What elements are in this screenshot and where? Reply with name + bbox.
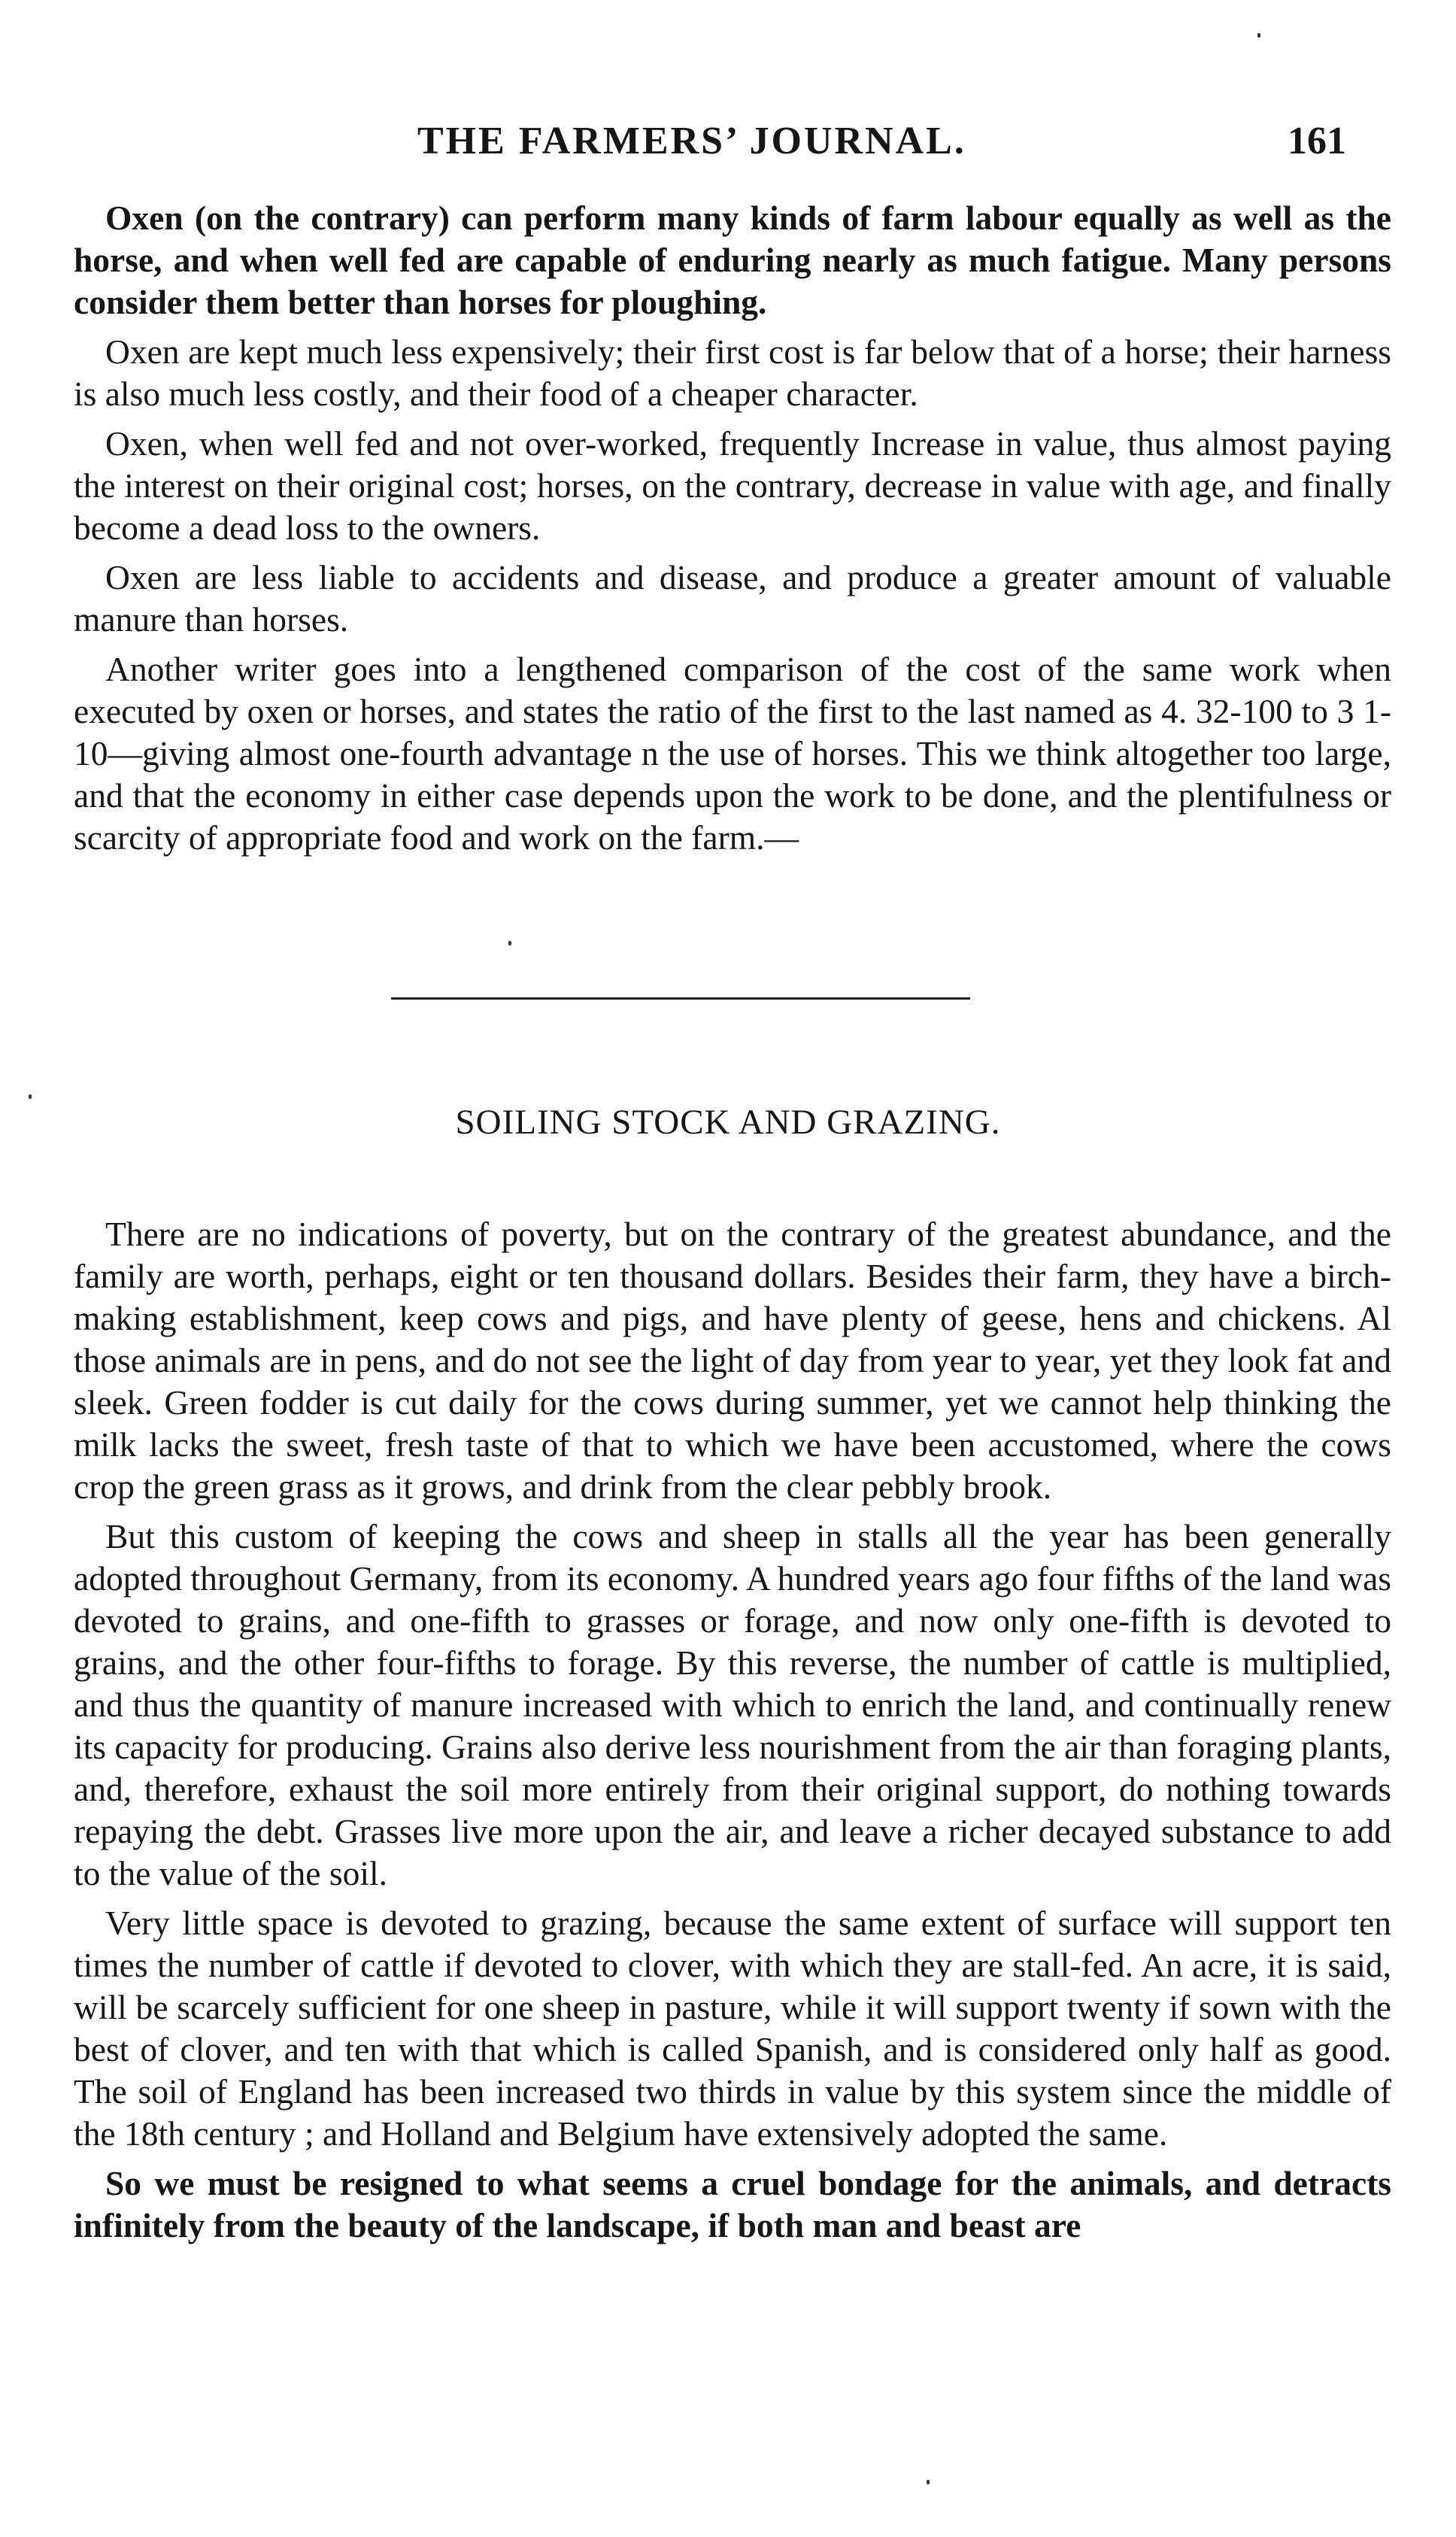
paragraph: Oxen are less liable to accidents and disease, and produce a greater amount of valuable manure than horses. (74, 558, 1391, 639)
oxen-vs-horses-article (74, 197, 1391, 866)
paragraph: Oxen (on the contrary) can perform many kinds of farm labour equally as well as the horse, and when well fed are capable of enduring nearly as much fatigue. Many persons consider them better than horses for ploughing. (74, 199, 1391, 321)
paragraph: Very little space is devoted to grazing, because the same extent of surface will support ten times the number of cattle if devoted to clover, with which they are stall-fed. An acre, it is said, will be scarcely sufficient for one sheep in pasture, while it will support twenty if sown with the best of clover, and ten with that which is called Spanish, and is considered only half as good. The soil of England has been increased two thirds in value by this system since the middle of the 18th century ; and Holland and Belgium have extensively adopted the same. (74, 1904, 1391, 2153)
paragraph: But this custom of keeping the cows and sheep in stalls all the year has been generally adopted throughout Germany, from its economy. A hundred years ago four fifths of the land was devoted to grains, and one-fifth to grasses or forage, and now only one-fifth is devoted to grains, and the other four-fifths to forage. By this reverse, the number of cattle is multiplied, and thus the quantity of manure increased with which to enrich the land, and continually renew its capacity for producing. Grains also derive less nourishment from the air than foraging plants, and, therefore, exhaust the soil more entirely from their original support, do nothing towards repaying the debt. Grasses live more upon the air, and leave a richer decayed substance to add to the value of the soil. (74, 1517, 1391, 1892)
paragraph: Oxen, when well fed and not over-worked, frequently Increase in value, thus almost paying the interest on their original cost; horses, on the contrary, decrease in value with age, and finally become a dead loss to the owners. (74, 424, 1391, 547)
print-speck (1257, 33, 1260, 38)
section-title: SOILING STOCK AND GRAZING. (455, 1103, 1001, 1142)
running-head (0, 119, 1456, 179)
paragraph: So we must be resigned to what seems a cruel bondage for the animals, and detracts infinitely from the beauty of the landscape, if both man and beast are (74, 2164, 1391, 2244)
paragraph: There are no indications of poverty, but on the contrary of the greatest abundance, and the family are worth, perhaps, eight or ten thousand dollars. Besides their farm, they have a birch-making establishment, keep cows and pigs, and have plenty of geese, hens and chickens. Al those animals are in pens, and do not see the light of day from year to year, yet they look fat and sleek. Green fodder is cut daily for the cows during summer, yet we cannot help thinking the milk lacks the sweet, fresh taste of that to which we have been accustomed, where the cows crop the green grass as it grows, and drink from the clear pebbly brook. (74, 1215, 1391, 1506)
journal-title: THE FARMERS’ JOURNAL. (417, 120, 966, 162)
print-speck (927, 2480, 930, 2484)
soiling-stock-article (74, 1213, 1391, 2254)
print-speck (508, 941, 511, 945)
section-divider-rule (391, 997, 970, 1000)
paragraph: Another writer goes into a lengthened comparison of the cost of the same work when executed by oxen or horses, and states the ratio of the first to the last named as 4. 32-100 to 3 1-10—giving almost one-fourth advantage n the use of horses. This we think altogether too large, and that the economy in either case depends upon the work to be done, and the plentifulness or scarcity of appropriate food and work on the farm.— (74, 650, 1391, 857)
print-speck (29, 1094, 32, 1099)
paragraph: Oxen are kept much less expensively; their first cost is far below that of a horse; their harness is also much less costly, and their food of a cheaper character. (74, 332, 1391, 413)
page-number: 161 (1288, 120, 1346, 162)
